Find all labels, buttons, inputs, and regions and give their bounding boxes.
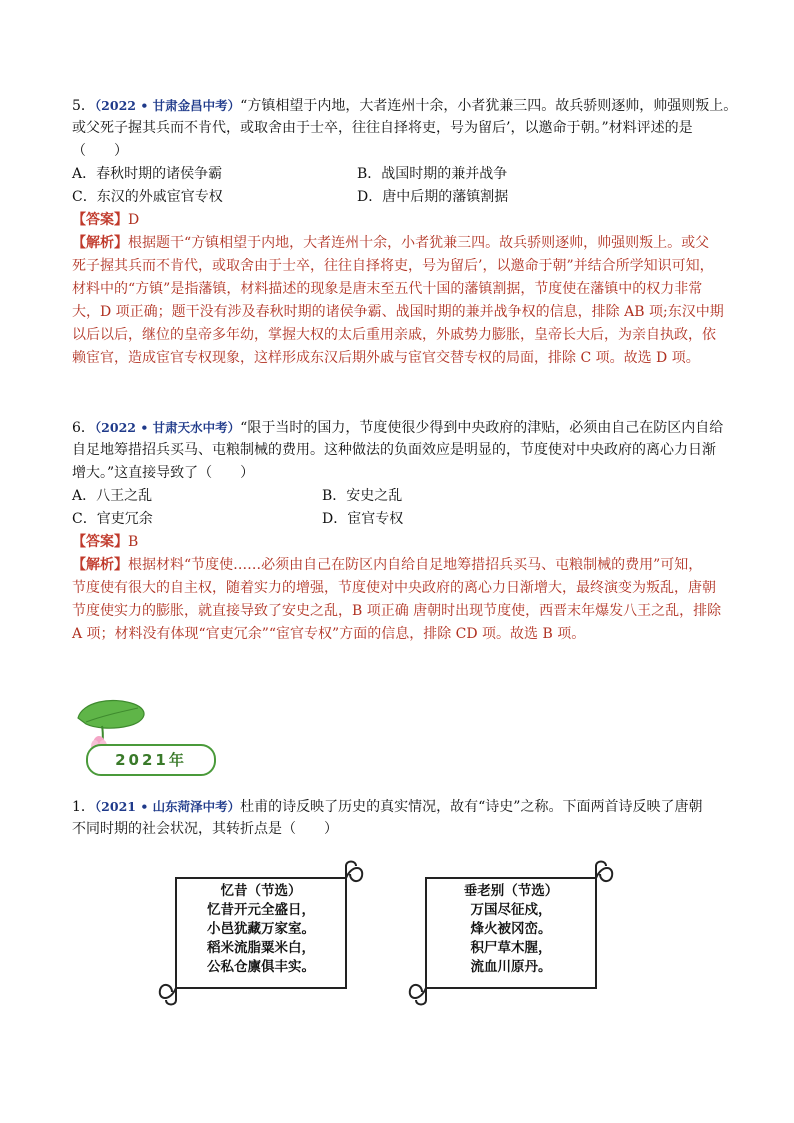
q6-answer-value: B (128, 534, 139, 550)
q6-stem-text: “限于当时的国力，节度使很少得到中央政府的津贴，必须由自己在防区内自给 (240, 420, 724, 436)
q6-analysis-line-2: 节度使有很大的自主权，随着实力的增强，节度使对中央政府的离心力日渐增大，最终演变为叛乱，唐朝 (72, 580, 716, 596)
q5-answer-tag: 【答案】 (72, 212, 128, 228)
q1-stem-text: 杜甫的诗反映了历史的真实情况，故有“诗史”之称。下面两首诗反映了唐朝 (240, 799, 703, 815)
q5-options-row-1 (72, 163, 742, 186)
q5-analysis-line-6: 赖宦官，造成宦官专权现象，这样形成东汉后期外戚与宦官交替专权的局面，排除 C 项。故选 D 项。 (72, 350, 700, 366)
q6-analysis-text: 根据材料“节度使……必须由自己在防区内自给自足地筹措招兵买马、屯粮制械的费用”可知， (128, 557, 703, 573)
poem-right-line-3: 积尸草木腥， (470, 940, 552, 956)
q5-options-row-2 (72, 186, 742, 209)
q5-option-c[interactable]: C．东汉的外戚宦官专权 (72, 189, 223, 205)
poem-right-line-4: 流血川原丹。 (470, 959, 552, 975)
poem-scroll-left (156, 856, 366, 1006)
q6-number: 6． (72, 420, 95, 436)
poem-right (406, 882, 616, 977)
q5-analysis-line-1 (72, 232, 742, 255)
q5-analysis-line-5: 以后以后，继位的皇帝多年幼，掌握大权的太后重用亲戚，外戚势力膨胀，皇帝长大后，为亲自执政，依 (72, 327, 716, 343)
q6-answer-tag: 【答案】 (72, 534, 128, 550)
poem-scroll-right (406, 856, 616, 1006)
q6-stem-line-1 (72, 416, 742, 439)
q5-stem-line-3: （ ） (72, 143, 128, 159)
q5-analysis-text: 根据题干“方镇相望于内地，大者连州十余，小者犹兼三四。故兵骄则逐帅，帅强则叛上。或父 (128, 235, 710, 251)
q5-analysis-tag: 【解析】 (72, 235, 128, 251)
poem-left-title: 忆昔（节选） (220, 883, 302, 899)
q6-stem-line-3: 增大。”这直接导致了（ ） (72, 465, 255, 481)
q5-option-a[interactable]: A．春秋时期的诸侯争霸 (72, 166, 223, 182)
q1-stem-line-2: 不同时期的社会状况，其转折点是（ ） (72, 821, 338, 837)
year-section-header (72, 696, 222, 780)
q5-analysis-line-3: 材料中的“方镇”是指藩镇，材料描述的现象是唐末至五代十国的藩镇割据，节度使在藩镇中的权力非常 (72, 281, 703, 297)
q6-option-a[interactable]: A．八王之乱 (72, 488, 153, 504)
q6-analysis-line-1 (72, 554, 742, 577)
poem-left-line-2: 小邑犹藏万家室。 (207, 921, 315, 937)
poem-left-line-3: 稻米流脂粟米白， (207, 940, 315, 956)
poem-right-line-1: 万国尽征戍， (470, 902, 552, 918)
q5-source: （2022 • 甘肃金昌中考） (94, 98, 241, 113)
q1-source: （2021 • 山东菏泽中考） (94, 799, 241, 814)
q5-analysis-line-2: 死子握其兵而不肯代，或取舍由于士卒，往往自择将吏，号为留后’，以邀命于朝”并结合所学知识可知， (72, 258, 714, 274)
q5-number: 5． (72, 98, 95, 114)
poem-left-line-1: 忆昔开元全盛日， (207, 902, 315, 918)
q6-source: （2022 • 甘肃天水中考） (94, 420, 241, 435)
poem-right-line-2: 烽火被冈峦。 (470, 921, 552, 937)
q1-stem-line-1 (72, 795, 742, 818)
q6-stem-line-2: 自足地筹措招兵买马、屯粮制械的费用。这种做法的负面效应是明显的，节度使对中央政府的离心力日渐 (72, 442, 716, 458)
q6-options-row-1 (72, 485, 742, 508)
q5-stem-text: “方镇相望于内地，大者连州十余，小者犹兼三四。故兵骄则逐帅，帅强则叛上。 (240, 98, 738, 114)
poem-left (156, 882, 366, 977)
question-5 (72, 94, 742, 370)
q5-option-b[interactable]: B．战国时期的兼并战争 (357, 166, 508, 182)
question-1 (72, 795, 742, 841)
year-badge: 2021年 (86, 744, 216, 776)
q6-analysis-tag: 【解析】 (72, 557, 128, 573)
q6-option-d[interactable]: D．宦官专权 (322, 511, 404, 527)
q6-options-row-2 (72, 508, 742, 531)
q6-option-b[interactable]: B．安史之乱 (322, 488, 403, 504)
q5-answer (72, 209, 742, 232)
q6-analysis-line-3: 节度使实力的膨胀，就直接导致了安史之乱，B 项正确 唐朝时出现节度使，西晋末年爆发八王之乱，排除 (72, 603, 722, 619)
question-6 (72, 416, 742, 646)
poem-right-title: 垂老别（节选） (463, 883, 559, 899)
q5-stem-line-1 (72, 94, 742, 117)
poem-left-line-4: 公私仓廪俱丰实。 (207, 959, 315, 975)
q6-option-c[interactable]: C．官吏冗余 (72, 511, 153, 527)
q5-analysis-line-4: 大，D 项正确；题干没有涉及春秋时期的诸侯争霸、战国时期的兼并战争权的信息，排除 AB 项;东汉中期 (72, 304, 724, 320)
q5-option-d[interactable]: D．唐中后期的藩镇割据 (357, 189, 509, 205)
q6-answer (72, 531, 742, 554)
q6-analysis-line-4: A 项；材料没有体现“官吏冗余”“宦官专权”方面的信息，排除 CD 项。故选 B 项。 (72, 626, 586, 642)
q5-stem-line-2: 或父死子握其兵而不肯代，或取舍由于士卒，往往自择将吏，号为留后’，以邀命于朝。”材料评述的是 (72, 120, 693, 136)
q1-number: 1． (72, 799, 95, 815)
q5-answer-value: D (128, 212, 140, 228)
